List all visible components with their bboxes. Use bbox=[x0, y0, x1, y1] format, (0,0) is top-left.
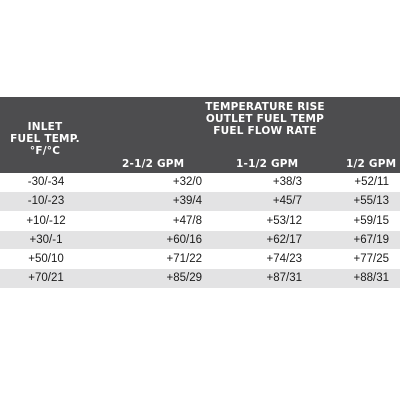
table-header bbox=[0, 97, 400, 173]
fuel-temperature-table bbox=[0, 97, 400, 289]
outlet-temp-1-2-gpm-cell: +52/11 bbox=[354, 176, 389, 188]
col-header-2-1-2-gpm: 2-1/2 GPM bbox=[122, 158, 185, 170]
outlet-temp-1-2-gpm-cell: +67/19 bbox=[353, 233, 389, 246]
table-row bbox=[0, 192, 400, 211]
inlet-temp-cell: +10/-12 bbox=[26, 214, 66, 227]
inlet-temp-cell: +50/10 bbox=[28, 253, 64, 266]
outlet-temp-1-2-gpm-cell: +55/13 bbox=[353, 195, 389, 208]
table-row bbox=[0, 269, 400, 288]
inlet-temp-cell: -10/-23 bbox=[27, 195, 65, 208]
outlet-temp-1-2-gpm-cell: +77/25 bbox=[353, 253, 389, 266]
inlet-fuel-temp-header bbox=[8, 121, 82, 157]
table-row bbox=[0, 231, 400, 250]
outlet-temp-2-1-2-gpm-cell: +47/8 bbox=[172, 214, 202, 227]
table-body bbox=[0, 173, 400, 289]
center-header-line: FUEL FLOW RATE bbox=[213, 125, 317, 137]
inlet-header-line: FUEL TEMP. bbox=[10, 133, 80, 145]
table-row bbox=[0, 212, 400, 231]
outlet-temp-1-1-2-gpm-cell: +45/7 bbox=[272, 195, 302, 208]
inlet-temp-cell: +30/-1 bbox=[29, 233, 63, 246]
outlet-temp-2-1-2-gpm-cell: +32/0 bbox=[172, 176, 202, 188]
inlet-header-line: °F/°C bbox=[29, 145, 61, 157]
outlet-temp-2-1-2-gpm-cell: +60/16 bbox=[166, 233, 202, 246]
table-row bbox=[0, 250, 400, 269]
center-header-line: OUTLET FUEL TEMP bbox=[205, 113, 325, 125]
outlet-temp-1-2-gpm-cell: +59/15 bbox=[353, 214, 389, 227]
col-header-1-1-2-gpm: 1-1/2 GPM bbox=[236, 158, 299, 170]
outlet-temp-1-1-2-gpm-cell: +87/31 bbox=[266, 272, 302, 285]
outlet-temp-1-1-2-gpm-cell: +38/3 bbox=[272, 176, 302, 188]
center-header-line: TEMPERATURE RISE bbox=[205, 101, 325, 113]
outlet-temp-2-1-2-gpm-cell: +71/22 bbox=[166, 253, 202, 266]
inlet-temp-cell: +70/21 bbox=[28, 272, 64, 285]
temperature-rise-header bbox=[190, 101, 340, 137]
col-header-1-2-gpm: 1/2 GPM bbox=[346, 158, 397, 170]
outlet-temp-1-2-gpm-cell: +88/31 bbox=[353, 272, 389, 285]
table-row bbox=[0, 173, 400, 192]
outlet-temp-1-1-2-gpm-cell: +62/17 bbox=[266, 233, 302, 246]
inlet-temp-cell: -30/-34 bbox=[27, 176, 65, 188]
outlet-temp-1-1-2-gpm-cell: +53/12 bbox=[266, 214, 302, 227]
outlet-temp-2-1-2-gpm-cell: +85/29 bbox=[166, 272, 202, 285]
inlet-header-line: INLET bbox=[27, 121, 63, 133]
outlet-temp-1-1-2-gpm-cell: +74/23 bbox=[266, 253, 302, 266]
outlet-temp-2-1-2-gpm-cell: +39/4 bbox=[172, 195, 202, 208]
